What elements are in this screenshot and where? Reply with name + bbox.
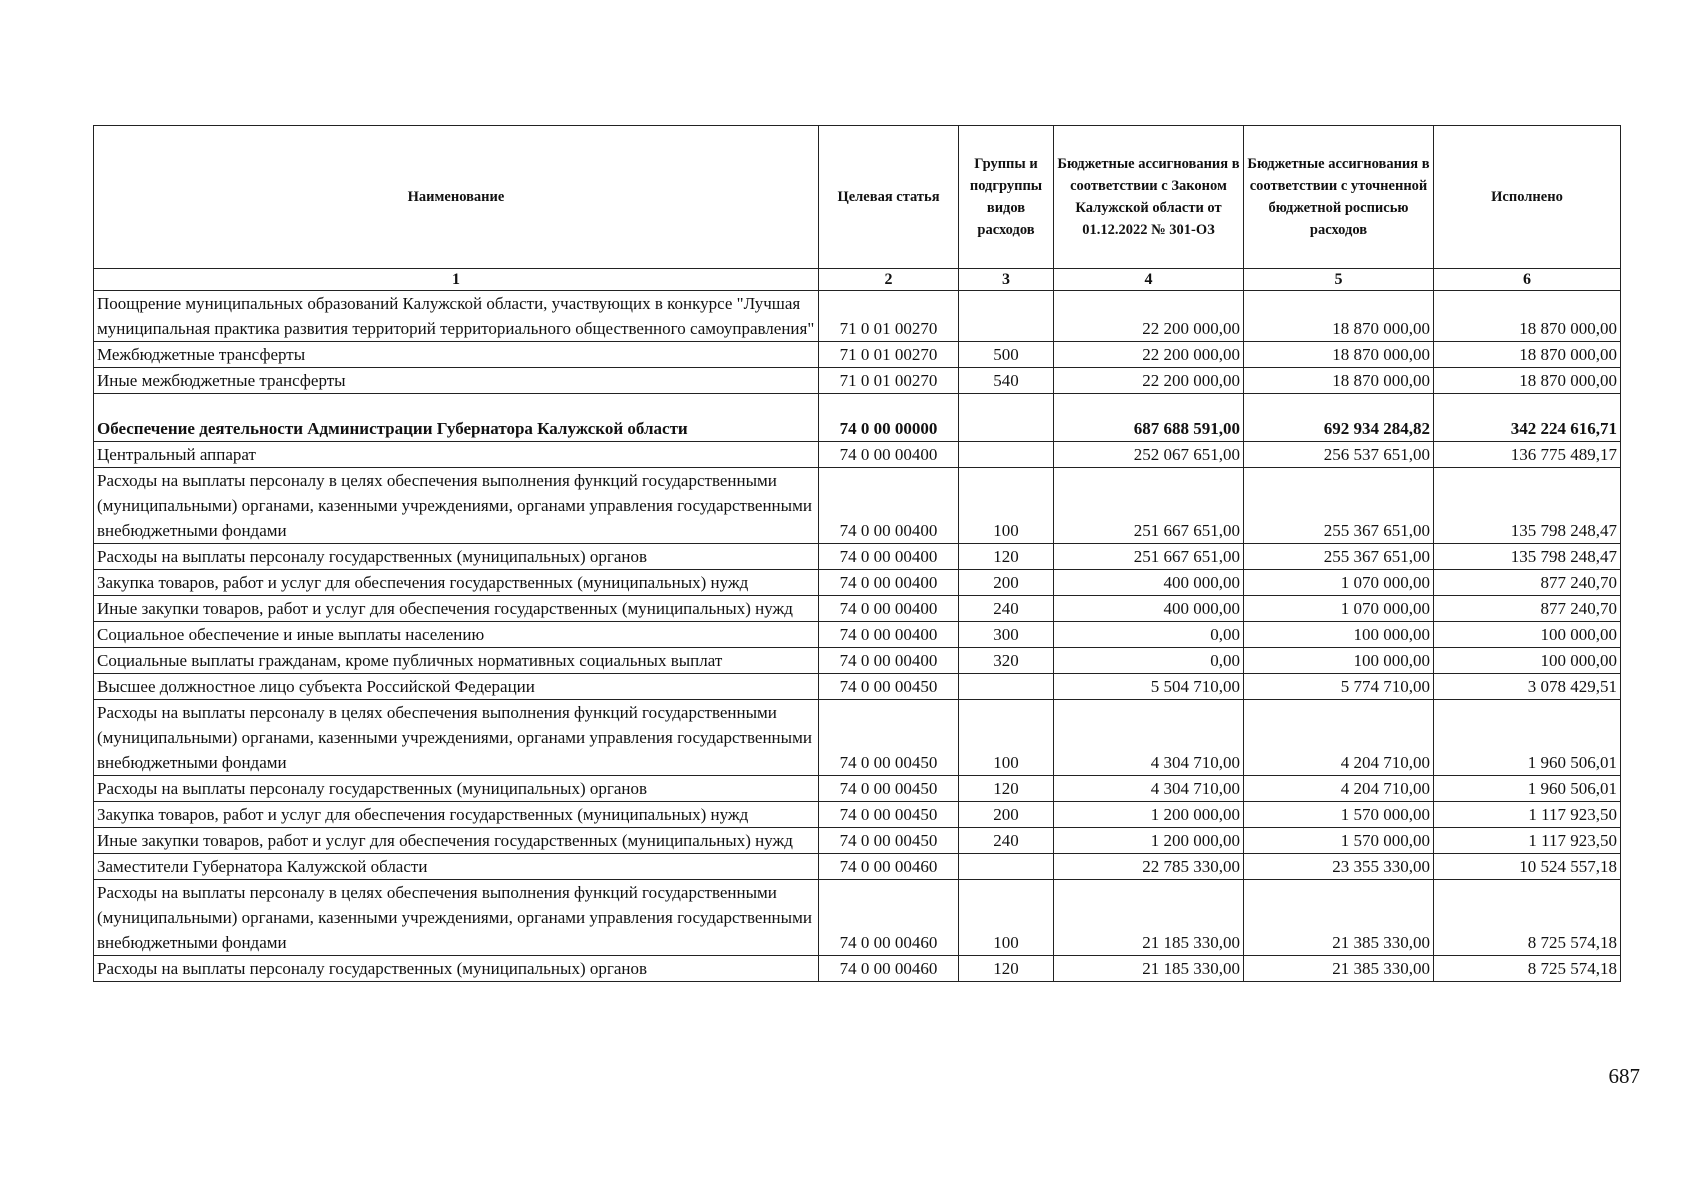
row-refined-amount: 18 870 000,00: [1244, 368, 1434, 394]
column-number: 1: [94, 269, 819, 291]
row-group: 120: [959, 956, 1054, 982]
row-group: 240: [959, 596, 1054, 622]
row-name: Социальное обеспечение и иные выплаты населению: [94, 622, 819, 648]
table-row: [94, 622, 1621, 648]
row-group: [959, 674, 1054, 700]
header-row: [94, 126, 1621, 269]
row-code: 74 0 00 00400: [819, 468, 959, 544]
column-number-row: [94, 269, 1621, 291]
row-code: 74 0 00 00460: [819, 880, 959, 956]
row-code: 74 0 00 00400: [819, 596, 959, 622]
row-executed-amount: 342 224 616,71: [1434, 394, 1621, 442]
page-number: 687: [1608, 1064, 1640, 1088]
row-executed-amount: 8 725 574,18: [1434, 880, 1621, 956]
row-law-amount: 21 185 330,00: [1054, 880, 1244, 956]
row-refined-amount: 100 000,00: [1244, 648, 1434, 674]
row-name: Расходы на выплаты персоналу государственных (муниципальных) органов: [94, 956, 819, 982]
column-number: 2: [819, 269, 959, 291]
row-group: 300: [959, 622, 1054, 648]
row-code: 74 0 00 00450: [819, 776, 959, 802]
row-name: Заместители Губернатора Калужской области: [94, 854, 819, 880]
row-refined-amount: 5 774 710,00: [1244, 674, 1434, 700]
row-name: Центральный аппарат: [94, 442, 819, 468]
column-number: 6: [1434, 269, 1621, 291]
table-row: [94, 368, 1621, 394]
row-group: [959, 291, 1054, 342]
column-number: 4: [1054, 269, 1244, 291]
row-name: Обеспечение деятельности Администрации Губернатора Калужской области: [94, 394, 819, 442]
row-executed-amount: 877 240,70: [1434, 596, 1621, 622]
row-refined-amount: 1 070 000,00: [1244, 570, 1434, 596]
row-law-amount: 252 067 651,00: [1054, 442, 1244, 468]
row-group: [959, 442, 1054, 468]
row-executed-amount: 18 870 000,00: [1434, 368, 1621, 394]
table-row: [94, 648, 1621, 674]
row-law-amount: 22 200 000,00: [1054, 368, 1244, 394]
row-code: 74 0 00 00450: [819, 674, 959, 700]
row-group: 200: [959, 802, 1054, 828]
header-executed: Исполнено: [1434, 126, 1621, 269]
row-code: 71 0 01 00270: [819, 368, 959, 394]
row-code: 74 0 00 00460: [819, 854, 959, 880]
row-law-amount: 22 785 330,00: [1054, 854, 1244, 880]
column-number: 3: [959, 269, 1054, 291]
row-executed-amount: 136 775 489,17: [1434, 442, 1621, 468]
row-refined-amount: 100 000,00: [1244, 622, 1434, 648]
row-group: 100: [959, 700, 1054, 776]
row-group: [959, 394, 1054, 442]
row-law-amount: 0,00: [1054, 622, 1244, 648]
table-row: [94, 776, 1621, 802]
row-law-amount: 251 667 651,00: [1054, 544, 1244, 570]
row-name: Расходы на выплаты персоналу в целях обеспечения выполнения функций государственными (муниципальными) органами, казенными учреждениями, органами управления государственными внебюджетными фондами: [94, 468, 819, 544]
row-name: Расходы на выплаты персоналу государственных (муниципальных) органов: [94, 544, 819, 570]
row-refined-amount: 21 385 330,00: [1244, 956, 1434, 982]
row-group: 100: [959, 880, 1054, 956]
row-executed-amount: 135 798 248,47: [1434, 544, 1621, 570]
header-name: Наименование: [94, 126, 819, 269]
header-refined-appropriations: Бюджетные ассигнования в соответствии с уточненной бюджетной росписью расходов: [1244, 126, 1434, 269]
row-refined-amount: 1 570 000,00: [1244, 828, 1434, 854]
row-law-amount: 1 200 000,00: [1054, 802, 1244, 828]
row-executed-amount: 8 725 574,18: [1434, 956, 1621, 982]
row-code: 74 0 00 00400: [819, 622, 959, 648]
row-law-amount: 5 504 710,00: [1054, 674, 1244, 700]
table-row: [94, 544, 1621, 570]
row-refined-amount: 23 355 330,00: [1244, 854, 1434, 880]
table-row: [94, 700, 1621, 776]
row-law-amount: 22 200 000,00: [1054, 342, 1244, 368]
row-name: Иные межбюджетные трансферты: [94, 368, 819, 394]
row-refined-amount: 692 934 284,82: [1244, 394, 1434, 442]
row-executed-amount: 1 960 506,01: [1434, 700, 1621, 776]
row-law-amount: 400 000,00: [1054, 596, 1244, 622]
row-name: Расходы на выплаты персоналу государственных (муниципальных) органов: [94, 776, 819, 802]
row-code: 74 0 00 00460: [819, 956, 959, 982]
row-refined-amount: 255 367 651,00: [1244, 468, 1434, 544]
header-code: Целевая статья: [819, 126, 959, 269]
row-refined-amount: 4 204 710,00: [1244, 700, 1434, 776]
row-group: 320: [959, 648, 1054, 674]
row-name: Расходы на выплаты персоналу в целях обеспечения выполнения функций государственными (муниципальными) органами, казенными учреждениями, органами управления государственными внебюджетными фондами: [94, 700, 819, 776]
row-refined-amount: 255 367 651,00: [1244, 544, 1434, 570]
table-row: [94, 674, 1621, 700]
row-law-amount: 22 200 000,00: [1054, 291, 1244, 342]
row-law-amount: 4 304 710,00: [1054, 700, 1244, 776]
row-executed-amount: 1 117 923,50: [1434, 802, 1621, 828]
row-law-amount: 4 304 710,00: [1054, 776, 1244, 802]
row-name: Расходы на выплаты персоналу в целях обеспечения выполнения функций государственными (муниципальными) органами, казенными учреждениями, органами управления государственными внебюджетными фондами: [94, 880, 819, 956]
table-row: [94, 468, 1621, 544]
row-group: 120: [959, 776, 1054, 802]
row-law-amount: 251 667 651,00: [1054, 468, 1244, 544]
table-row: [94, 802, 1621, 828]
row-executed-amount: 18 870 000,00: [1434, 291, 1621, 342]
row-executed-amount: 3 078 429,51: [1434, 674, 1621, 700]
row-executed-amount: 100 000,00: [1434, 622, 1621, 648]
row-code: 74 0 00 00450: [819, 700, 959, 776]
row-law-amount: 1 200 000,00: [1054, 828, 1244, 854]
column-number: 5: [1244, 269, 1434, 291]
table-row-section-total: [94, 394, 1621, 442]
row-refined-amount: 4 204 710,00: [1244, 776, 1434, 802]
row-refined-amount: 1 570 000,00: [1244, 802, 1434, 828]
header-group: Группы и подгруппы видов расходов: [959, 126, 1054, 269]
row-executed-amount: 10 524 557,18: [1434, 854, 1621, 880]
table-row: [94, 854, 1621, 880]
row-group: 500: [959, 342, 1054, 368]
header-law-appropriations: Бюджетные ассигнования в соответствии с Законом Калужской области от 01.12.2022 № 301-ОЗ: [1054, 126, 1244, 269]
table-row: [94, 342, 1621, 368]
row-name: Высшее должностное лицо субъекта Российской Федерации: [94, 674, 819, 700]
budget-table: [93, 125, 1621, 982]
table-row: [94, 570, 1621, 596]
row-executed-amount: 877 240,70: [1434, 570, 1621, 596]
row-law-amount: 0,00: [1054, 648, 1244, 674]
row-code: 74 0 00 00400: [819, 648, 959, 674]
row-group: 120: [959, 544, 1054, 570]
row-code: 74 0 00 00400: [819, 442, 959, 468]
row-code: 71 0 01 00270: [819, 342, 959, 368]
row-law-amount: 21 185 330,00: [1054, 956, 1244, 982]
row-executed-amount: 1 960 506,01: [1434, 776, 1621, 802]
row-name: Закупка товаров, работ и услуг для обеспечения государственных (муниципальных) нужд: [94, 570, 819, 596]
row-name: Социальные выплаты гражданам, кроме публичных нормативных социальных выплат: [94, 648, 819, 674]
row-refined-amount: 18 870 000,00: [1244, 342, 1434, 368]
table-row: [94, 442, 1621, 468]
table-row: [94, 596, 1621, 622]
row-name: Иные закупки товаров, работ и услуг для обеспечения государственных (муниципальных) нужд: [94, 828, 819, 854]
table-row: [94, 291, 1621, 342]
row-code: 71 0 01 00270: [819, 291, 959, 342]
table-row: [94, 880, 1621, 956]
row-code: 74 0 00 00450: [819, 828, 959, 854]
row-group: 540: [959, 368, 1054, 394]
row-group: 200: [959, 570, 1054, 596]
row-executed-amount: 1 117 923,50: [1434, 828, 1621, 854]
table-row: [94, 828, 1621, 854]
row-code: 74 0 00 00400: [819, 570, 959, 596]
row-name: Межбюджетные трансферты: [94, 342, 819, 368]
row-group: 100: [959, 468, 1054, 544]
row-group: [959, 854, 1054, 880]
row-code: 74 0 00 00450: [819, 802, 959, 828]
row-code: 74 0 00 00400: [819, 544, 959, 570]
row-executed-amount: 135 798 248,47: [1434, 468, 1621, 544]
row-refined-amount: 18 870 000,00: [1244, 291, 1434, 342]
row-group: 240: [959, 828, 1054, 854]
row-executed-amount: 18 870 000,00: [1434, 342, 1621, 368]
row-refined-amount: 1 070 000,00: [1244, 596, 1434, 622]
row-refined-amount: 256 537 651,00: [1244, 442, 1434, 468]
table-row: [94, 956, 1621, 982]
row-name: Иные закупки товаров, работ и услуг для обеспечения государственных (муниципальных) нужд: [94, 596, 819, 622]
row-refined-amount: 21 385 330,00: [1244, 880, 1434, 956]
row-name: Закупка товаров, работ и услуг для обеспечения государственных (муниципальных) нужд: [94, 802, 819, 828]
row-name: Поощрение муниципальных образований Калужской области, участвующих в конкурсе "Лучшая муниципальная практика развития территорий территориального общественного самоуправления": [94, 291, 819, 342]
row-executed-amount: 100 000,00: [1434, 648, 1621, 674]
row-law-amount: 687 688 591,00: [1054, 394, 1244, 442]
row-law-amount: 400 000,00: [1054, 570, 1244, 596]
row-code: 74 0 00 00000: [819, 394, 959, 442]
